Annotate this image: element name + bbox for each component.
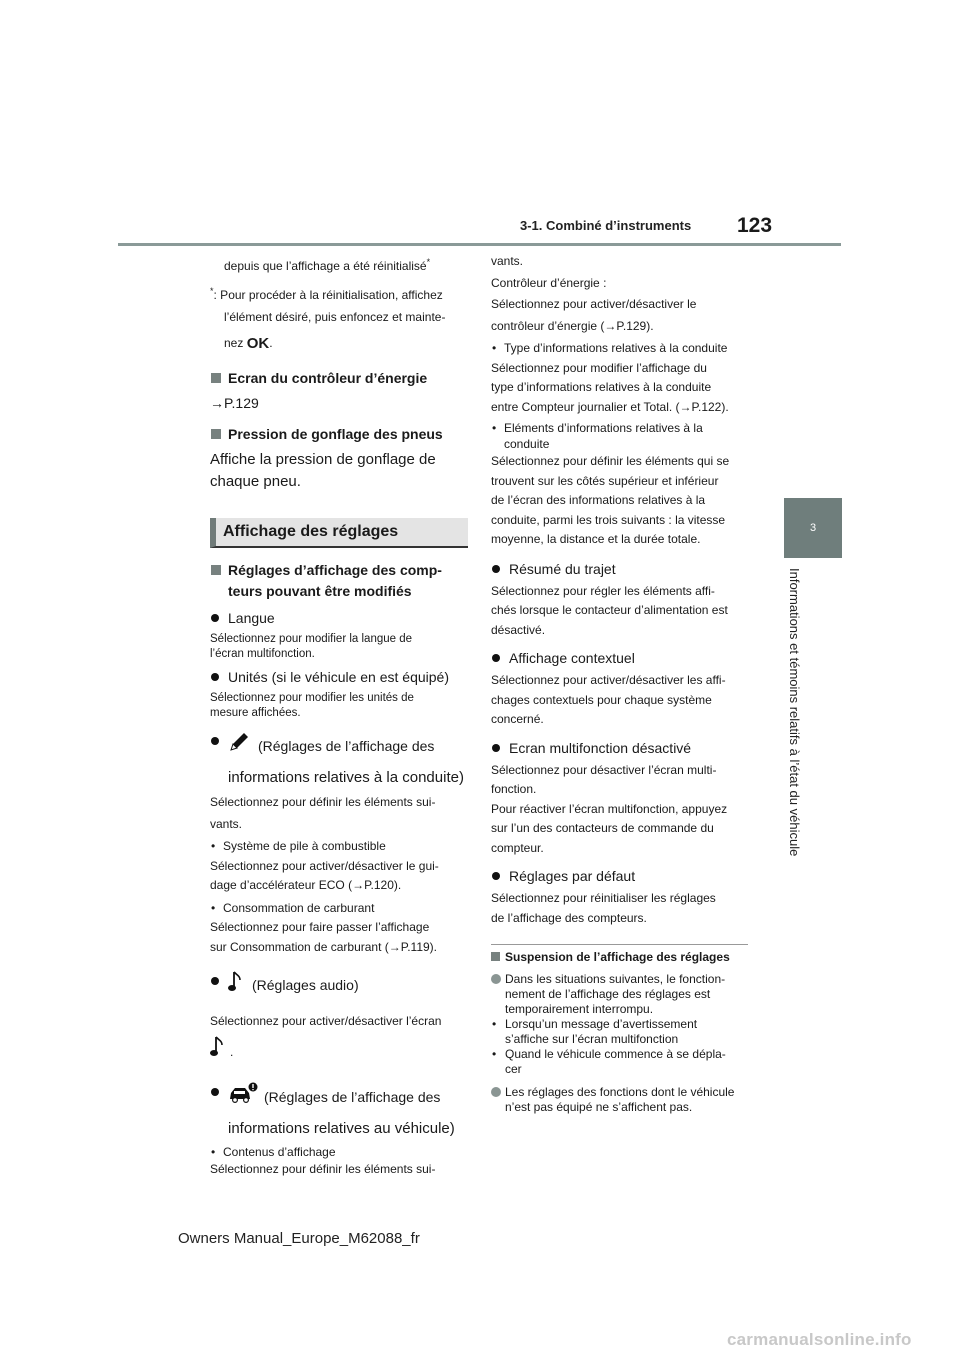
vehicle-settings-title1: (Réglages de l’affichage des — [264, 1088, 441, 1105]
footer-manual-id: Owners Manual_Europe_M62088_fr — [178, 1230, 420, 1247]
mfd-item: Ecran multifonction désactivé — [491, 738, 751, 759]
mfd-desc-line4: sur l’un des contacteurs de commande du — [491, 821, 714, 835]
settings-heading-line2 — [210, 581, 470, 602]
default-desc-line2: de l’affichage des compteurs. — [491, 910, 647, 925]
page-number: 123 — [737, 214, 773, 237]
default-desc-line1: Sélectionnez pour réinitialiser les réglages — [491, 891, 716, 905]
tire-text-line1: Affiche la pression de gonflage de — [210, 450, 436, 468]
popup-desc-line2: chages contextuels pour chaque système — [491, 692, 712, 707]
drive-item2-desc-line2: sur Consommation de carburant (→P.119). — [210, 939, 437, 954]
language-desc-line2: l’écran multifonction. — [210, 647, 315, 660]
footnote-text3: nez — [224, 336, 244, 350]
tire-text-line2: chaque pneu. — [210, 472, 301, 490]
note1-line1: Dans les situations suivantes, le fonction- — [491, 972, 751, 987]
energy-desc-line2: contrôleur d’énergie (→P.129). — [491, 318, 654, 333]
vehicle-settings-title2: informations relatives au véhicule) — [228, 1119, 455, 1137]
drive-item-fuel-cell: • Système de pile à combustible — [210, 837, 470, 857]
type-desc-line1: Sélectionnez pour modifier l’affichage du — [491, 360, 707, 375]
chapter-title-text: Informations et témoins relatifs à l’état du véhicule — [787, 568, 802, 857]
drive-desc-line1: Sélectionnez pour définir les éléments sui- — [210, 795, 436, 810]
chapter-title — [788, 568, 802, 898]
energy-label: Contrôleur d’énergie : — [491, 275, 607, 290]
units-desc-line1: Sélectionnez pour modifier les unités de — [210, 691, 414, 704]
type-desc-line2: type d’informations relatives à la conduite — [491, 380, 712, 394]
drive-item-fuel-consumption: • Consommation de carburant — [210, 899, 470, 919]
settings-heading-line1: Réglages d’affichage des comp- — [210, 560, 470, 581]
mfd-desc-line2: fonction. — [491, 782, 537, 796]
drive-item2-desc-line1: Sélectionnez pour faire passer l’affichage — [210, 920, 430, 935]
elements-item-line1: • Eléments d’informations relatives à la — [491, 420, 751, 436]
units-desc-line2: mesure affichées. — [210, 706, 301, 719]
music-note-icon — [228, 971, 252, 1002]
popup-desc-line1: Sélectionnez pour activer/désactiver les affi- — [491, 673, 726, 687]
header-section-title: 3-1. Combiné d’instruments — [520, 218, 692, 233]
audio-settings-title: (Réglages audio) — [252, 977, 359, 994]
energy-reference: →P.129 — [210, 394, 259, 411]
audio-desc: Sélectionnez pour activer/désactiver l’écran — [210, 1014, 442, 1029]
units-item: Unités (si le véhicule en est équipé) — [210, 667, 470, 688]
audio-desc-end: . — [230, 1044, 234, 1059]
footnote-mark: * — [210, 286, 214, 296]
drive-settings-title2: informations relatives à la conduite) — [228, 769, 464, 787]
intro-sup: * — [426, 257, 431, 267]
watermark: carmanualsonline.info — [727, 1330, 912, 1349]
mfd-desc-line5: compteur. — [491, 840, 544, 855]
car-info-icon — [228, 1082, 264, 1114]
left-column — [210, 252, 470, 1178]
note1-sub1-line1: • Lorsqu’un message d’avertissement — [491, 1017, 751, 1032]
right-cont: vants. — [491, 254, 524, 268]
vehicle-item1-desc: Sélectionnez pour définir les éléments sui- — [210, 1161, 436, 1176]
settings-heading-line2-text: teurs pouvant être modifiés — [210, 583, 412, 599]
vehicle-item-display-content: • Contenus d’affichage — [210, 1144, 470, 1161]
intro-text: depuis que l’affichage a été réinitialisé — [224, 259, 427, 273]
header-rule — [118, 243, 841, 246]
section-title-box: Affichage des réglages — [210, 518, 468, 548]
footnote-line3 — [210, 331, 470, 356]
footnote-line1 — [210, 282, 470, 306]
footnote-text1: : Pour procéder à la réinitialisation, affichez — [213, 288, 443, 302]
elements-desc-line1: Sélectionnez pour définir les éléments qui se — [491, 454, 730, 468]
note1-line3: temporairement interrompu. — [505, 1002, 654, 1016]
trip-desc-line2: chés lorsque le contacteur d’alimentation est — [491, 603, 728, 617]
drive-item1-desc-line1: Sélectionnez pour activer/désactiver le gui- — [210, 858, 439, 873]
footnote-line2: l’élément désiré, puis enfoncez et mainte- — [224, 309, 446, 324]
elements-desc-line5: moyenne, la distance et la durée totale. — [491, 532, 701, 546]
mfd-desc-line3: Pour réactiver l’écran multifonction, appuyez — [491, 801, 728, 816]
leaf-pen-icon — [228, 731, 258, 763]
language-item: Langue — [210, 608, 470, 629]
trip-item: Résumé du trajet — [491, 559, 751, 580]
elements-desc-line4: conduite, parmi les trois suivants : la vitesse — [491, 512, 726, 527]
elements-desc-line3: de l’écran des informations relatives à la — [491, 493, 706, 507]
vehicle-settings-item — [210, 1082, 470, 1114]
energy-desc-line1: Sélectionnez pour activer/désactiver le — [491, 297, 697, 311]
elements-item-line2: conduite — [504, 437, 550, 451]
ok-button-icon: OK — [246, 334, 270, 352]
popup-desc-line3: concerné. — [491, 712, 544, 726]
elements-desc-line2: trouvent sur les côtés supérieur et inférieur — [491, 473, 719, 488]
chapter-tab: 3 — [784, 498, 842, 558]
trip-desc-line3: désactivé. — [491, 622, 546, 637]
music-note-icon-inline — [210, 1036, 230, 1070]
default-item: Réglages par défaut — [491, 866, 751, 887]
popup-item: Affichage contextuel — [491, 648, 751, 669]
mfd-desc-line1: Sélectionnez pour désactiver l’écran multi- — [491, 762, 717, 777]
intro-paragraph — [210, 252, 470, 276]
drive-item1-desc-line2: dage d’accélérateur ECO (→P.120). — [210, 878, 402, 893]
drive-settings-title1: (Réglages de l’affichage des — [258, 737, 435, 754]
drive-settings-item — [210, 731, 470, 763]
drive-desc-line2: vants. — [210, 816, 243, 831]
audio-desc-icon-line — [210, 1036, 470, 1070]
trip-desc-line1: Sélectionnez pour régler les éléments affi- — [491, 583, 715, 598]
type-item: • Type d’informations relatives à la conduite — [491, 339, 751, 359]
note2-line1: Les réglages des fonctions dont le véhicule — [491, 1085, 751, 1100]
audio-settings-item — [210, 971, 470, 1002]
energy-heading: Ecran du contrôleur d’énergie — [210, 368, 470, 389]
footnote-text3-end: . — [269, 336, 273, 350]
note1-line2: nement de l’affichage des réglages est — [505, 987, 711, 1001]
tire-heading: Pression de gonflage des pneus — [210, 424, 470, 445]
language-desc-line1: Sélectionnez pour modifier la langue de — [210, 632, 413, 645]
right-column — [491, 252, 751, 1115]
note1-sub2-line2: cer — [505, 1062, 522, 1076]
note-heading: Suspension de l’affichage des réglages — [491, 949, 751, 965]
note2-line2: n’est pas équipé ne s’affichent pas. — [505, 1100, 693, 1114]
type-desc-line3: entre Compteur journalier et Total. (→P.122). — [491, 399, 729, 414]
note1-sub1-line2: s’affiche sur l’écran multifonction — [505, 1032, 679, 1046]
note1-sub2-line1: • Quand le véhicule commence à se dépla- — [491, 1047, 751, 1062]
